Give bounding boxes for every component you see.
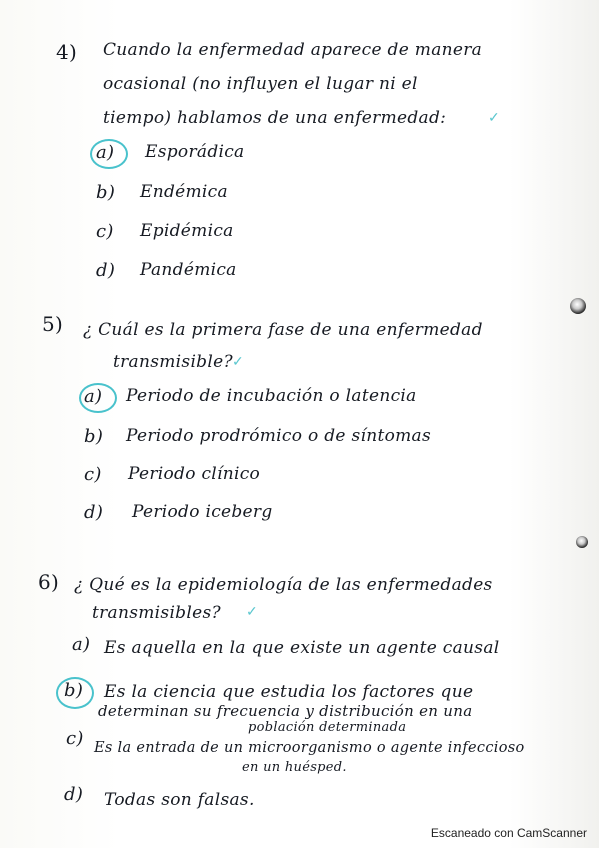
question-text-line: ocasional (no influyen el lugar ni el	[103, 74, 418, 94]
option-text: Todas son falsas.	[104, 790, 255, 810]
question-text-line: ¿ Cuál es la primera fase de una enfermedad	[83, 320, 483, 340]
option-text: Periodo iceberg	[132, 502, 273, 522]
option-text: población determinada	[248, 720, 407, 735]
option-letter: a)	[84, 386, 103, 407]
option-letter: c)	[96, 221, 114, 242]
question-text-line: tiempo) hablamos de una enfermedad:	[103, 108, 447, 128]
punch-hole-bottom	[576, 536, 588, 548]
question-text-line: Cuando la enfermedad aparece de manera	[103, 40, 483, 60]
option-text: Esporádica	[145, 142, 245, 162]
question-text-line: ¿ Qué es la epidemiología de las enfermedades	[74, 575, 493, 595]
option-text: Periodo prodrómico o de síntomas	[126, 426, 431, 446]
question-text-line: transmisible?	[113, 352, 233, 372]
scanner-watermark: Escaneado con CamScanner	[430, 826, 587, 840]
punch-hole-top	[570, 298, 586, 314]
option-letter: d)	[96, 260, 116, 281]
option-text: Periodo de incubación o latencia	[126, 386, 417, 406]
question-number: 5)	[42, 312, 64, 336]
option-letter: c)	[66, 728, 84, 749]
option-text: Es la entrada de un microorganismo o agente infeccioso	[94, 740, 525, 756]
option-text: Periodo clínico	[128, 464, 261, 484]
question-number: 6)	[38, 570, 60, 594]
option-letter: d)	[84, 502, 104, 523]
option-text: Es la ciencia que estudia los factores que	[104, 682, 474, 702]
option-text: Pandémica	[140, 260, 237, 280]
option-letter: b)	[96, 182, 116, 203]
option-text: Endémica	[140, 182, 228, 202]
question-number: 4)	[56, 40, 78, 64]
option-letter: b)	[64, 680, 84, 701]
option-text: Epidémica	[140, 221, 234, 241]
check-mark-icon: ✓	[246, 604, 259, 620]
option-letter: a)	[72, 634, 91, 655]
question-text-line: transmisibles?	[92, 603, 221, 623]
option-text: Es aquella en la que existe un agente causal	[104, 638, 500, 658]
option-text: determinan su frecuencia y distribución en una	[98, 702, 473, 720]
option-letter: d)	[64, 784, 84, 805]
check-mark-icon: ✓	[488, 110, 501, 126]
option-text: en un huésped.	[242, 760, 347, 775]
option-letter: b)	[84, 426, 104, 447]
option-letter: c)	[84, 464, 102, 485]
check-mark-icon: ✓	[232, 354, 245, 370]
option-letter: a)	[96, 142, 115, 163]
